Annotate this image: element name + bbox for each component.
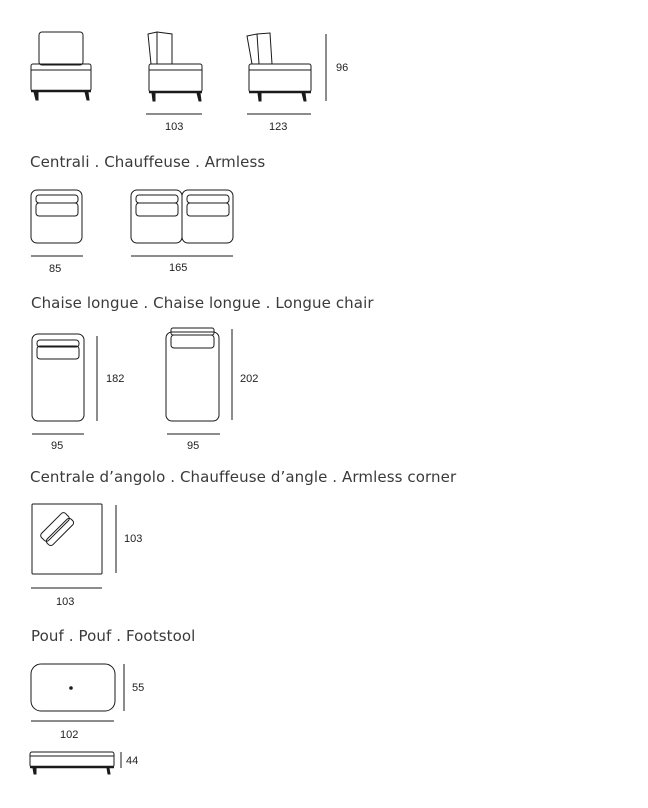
dimension-label-202: 202 [240, 373, 259, 385]
armless-side-view-upright [148, 32, 202, 101]
chaise-longue-plan-closed [32, 334, 84, 421]
dimension-label-85: 85 [49, 263, 62, 275]
dimension-label-182: 182 [106, 373, 125, 385]
dimension-label-165: 165 [169, 262, 188, 274]
dimension-label-123: 123 [269, 121, 288, 133]
dimension-label-103w: 103 [56, 596, 75, 608]
armless-side-view-reclined [247, 33, 311, 101]
caption-armless: Centrali . Chauffeuse . Armless [30, 153, 266, 171]
caption-chaise-longue: Chaise longue . Chaise longue . Longue chair [31, 294, 374, 312]
caption-footstool: Pouf . Pouf . Footstool [31, 627, 196, 645]
dimension-label-55: 55 [132, 682, 145, 694]
dimension-label-102: 102 [60, 729, 79, 741]
armless-front-view [31, 32, 91, 100]
dimension-label-103h: 103 [124, 533, 143, 545]
armless-corner-plan [32, 504, 102, 574]
dimension-label-95b: 95 [187, 440, 200, 452]
footstool-plan [31, 664, 115, 711]
dimension-label-95a: 95 [51, 440, 64, 452]
armless-plan-single [31, 190, 82, 243]
dimension-label-96: 96 [336, 62, 349, 74]
caption-armless-corner: Centrale d’angolo . Chauffeuse d’angle . Armless corner [30, 468, 457, 486]
dimension-label-103: 103 [165, 121, 184, 133]
dimension-label-44: 44 [126, 755, 139, 767]
footstool-side-view [30, 752, 114, 774]
chaise-longue-plan-extended [166, 328, 219, 421]
armless-plan-double [131, 190, 233, 243]
